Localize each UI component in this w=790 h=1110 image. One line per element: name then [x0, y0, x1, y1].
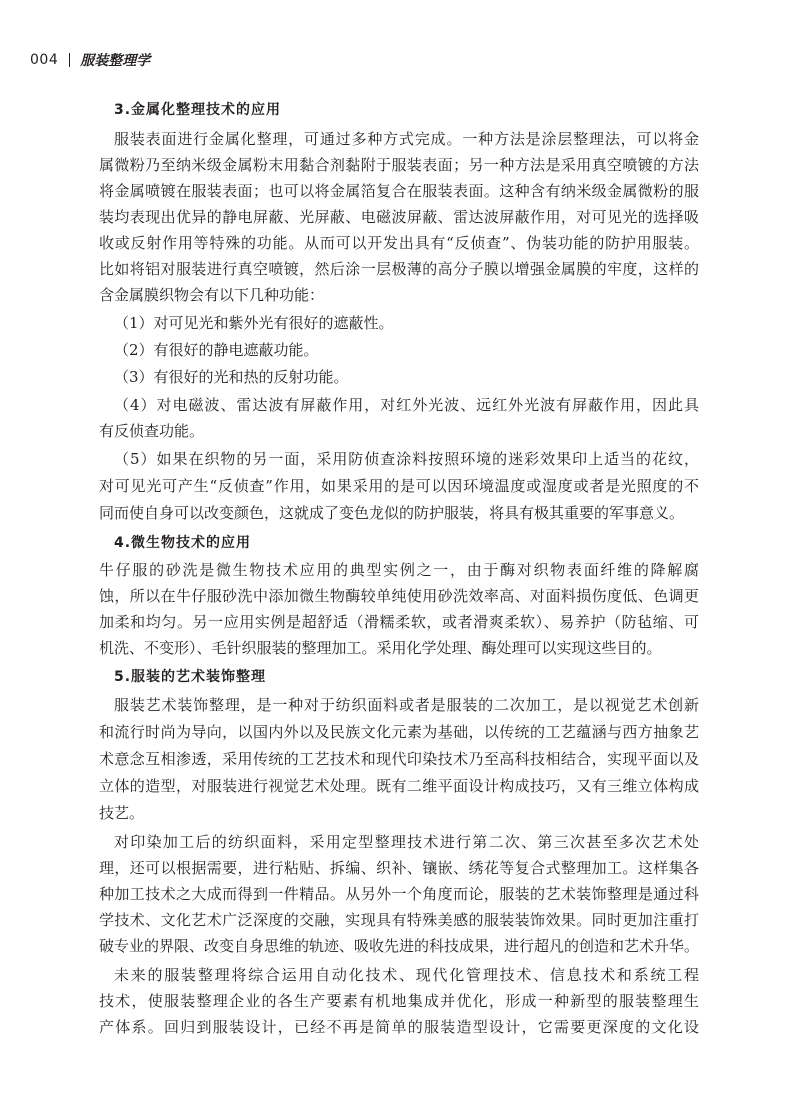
paragraph-line: 技术，使服装整理企业的各生产要素有机地集成并优化，形成一种新型的服装整理生 — [99, 992, 699, 1010]
section-heading-5: 5.服装的艺术装饰整理 — [114, 669, 267, 685]
paragraph-line: 比如将铝对服装进行真空喷镀，然后涂一层极薄的高分子膜以增强金属膜的牢度，这样的 — [99, 260, 699, 278]
paragraph-line: 加柔和均匀。另一应用实例是超舒适（滑糯柔软，或者滑爽柔软）、易养护（防毡缩、可 — [99, 613, 699, 631]
list-item-1: （1）对可见光和紫外光有很好的遮蔽性。 — [114, 314, 394, 332]
paragraph-line: 属微粉乃至纳米级金属粉末用黏合剂黏附于服装表面；另一种方法是采用真空喷镀的方法 — [99, 156, 699, 174]
list-item-5-line: 同而使自身可以改变颜色，这就成了变色龙似的防护服装，将具有极其重要的军事意义。 — [99, 504, 685, 522]
section-heading-3: 3.金属化整理技术的应用 — [114, 102, 282, 118]
paragraph-line: 和流行时尚为导向，以国内外以及民族文化元素为基础，以传统的工艺蕴涵与西方抽象艺 — [99, 723, 699, 741]
paragraph-line: 种加工技术之大成而得到一件精品。从另外一个角度而论，服装的艺术装饰整理是通过科 — [99, 885, 699, 903]
paragraph-line: 装均表现出优异的静电屏蔽、光屏蔽、电磁波屏蔽、雷达波屏蔽作用，对可见光的选择吸 — [99, 208, 699, 226]
paragraph-line: 技艺。 — [99, 804, 145, 822]
paragraph-line: 含金属膜织物会有以下几种功能： — [99, 286, 325, 304]
paragraph-line: 牛仔服的砂洗是微生物技术应用的典型实例之一，由于酶对织物表面纤维的降解腐 — [99, 561, 699, 579]
paragraph-line: 服装艺术装饰整理，是一种对于纺织面料或者是服装的二次加工，是以视觉艺术创新 — [114, 696, 699, 714]
paragraph-line: 未来的服装整理将综合运用自动化技术、现代化管理技术、信息技术和系统工程 — [114, 966, 699, 984]
paragraph-line: 破专业的界限、改变自身思维的轨迹、吸收先进的科技成果，进行超凡的创造和艺术升华。 — [99, 937, 700, 955]
paragraph-line: 术意念互相渗透，采用传统的工艺技术和现代印染技术乃至高科技相结合，实现平面以及 — [99, 750, 699, 768]
list-item-5-line: 对可见光可产生“反侦查”作用，如果采用的是可以因环境温度或湿度或者是光照度的不 — [99, 477, 699, 495]
paragraph-line: 将金属喷镀在服装表面；也可以将金属箔复合在服装表面。这种含有纳米级金属微粉的服 — [99, 182, 699, 200]
paragraph-line: 理，还可以根据需要，进行粘贴、拆编、织补、镶嵌、绣花等复合式整理加工。这样集各 — [99, 859, 699, 877]
paragraph-line: 蚀，所以在牛仔服砂洗中添加微生物酶较单纯使用砂洗效率高、对面料损伤度低、色调更 — [99, 587, 699, 605]
paragraph-line: 机洗、不变形）、毛针织服装的整理加工。采用化学处理、酶处理可以实现这些目的。 — [99, 639, 662, 657]
list-item-4-line: （4）对电磁波、雷达波有屏蔽作用，对红外光波、远红外光波有屏蔽作用，因此具 — [114, 396, 699, 414]
list-item-5-line: （5）如果在织物的另一面，采用防侦查涂料按照环境的迷彩效果印上适当的花纹， — [114, 450, 699, 468]
paragraph-line: 学技术、文化艺术广泛深度的交融，实现具有特殊美感的服装装饰效果。同时更加注重打 — [99, 911, 699, 929]
book-title: 服装整理学 — [80, 53, 151, 69]
paragraph-line: 对印染加工后的纺织面料，采用定型整理技术进行第二次、第三次甚至多次艺术处 — [114, 833, 699, 851]
section-heading-4: 4.微生物技术的应用 — [114, 535, 252, 551]
list-item-3: （3）有很好的光和热的反射功能。 — [114, 368, 349, 386]
list-item-4-line: 有反侦查功能。 — [99, 422, 205, 440]
paragraph-line: 立体的造型，对服装进行视觉艺术处理。既有二维平面设计构成技巧，又有三维立体构成 — [99, 777, 699, 795]
paragraph-line: 产体系。回归到服装设计，已经不再是简单的服装造型设计，它需要更深度的文化设 — [99, 1018, 699, 1036]
page-number: 004 — [30, 52, 59, 68]
paragraph-line: 服装表面进行金属化整理，可通过多种方式完成。一种方法是涂层整理法，可以将金 — [114, 130, 699, 148]
paragraph-line: 收或反射作用等特殊的功能。从而可以开发出具有“反侦查”、伪装功能的防护用服装。 — [99, 234, 699, 252]
list-item-2: （2）有很好的静电遮蔽功能。 — [114, 341, 319, 359]
